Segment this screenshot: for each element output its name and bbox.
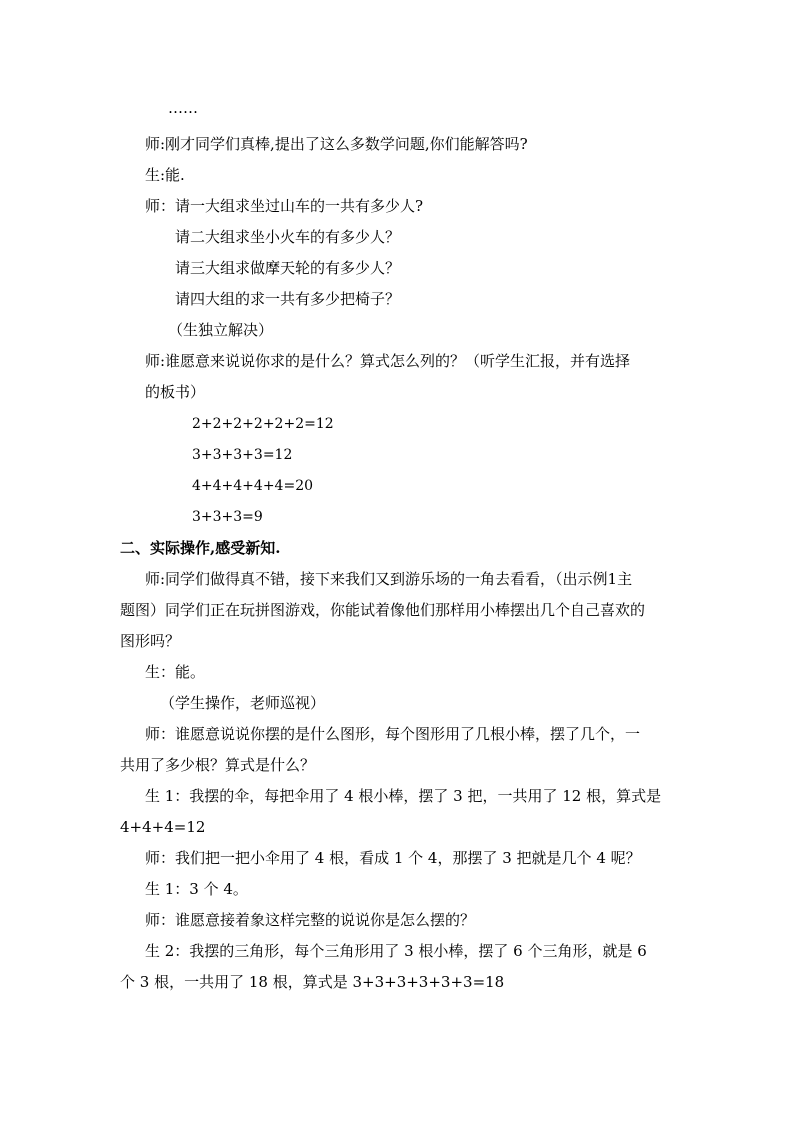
- text-line: 生 2：我摆的三角形，每个三角形用了 3 根小棒，摆了 6 个三角形，就是 6: [145, 942, 647, 960]
- text-line: 师：我们把一把小伞用了 4 根，看成 1 个 4，那摆了 3 把就是几个 4 呢？: [145, 849, 641, 867]
- text-line: 生 1：3 个 4。: [145, 880, 248, 898]
- text-line: 师：请一大组求坐过山车的一共有多少人?: [145, 197, 424, 215]
- equation: 2+2+2+2+2+2=12: [192, 416, 334, 432]
- text-line: 师：谁愿意说说你摆的是什么图形，每个图形用了几根小棒，摆了几个，一: [145, 725, 641, 743]
- text-line: （学生操作，老师巡视）: [160, 694, 326, 712]
- equation: 3+3+3=9: [192, 509, 263, 525]
- text-line: 请二大组求坐小火车的有多少人？: [175, 228, 401, 246]
- text-line: 请三大组求做摩天轮的有多少人？: [175, 259, 401, 277]
- text-line: 的板书）: [145, 383, 206, 401]
- text-line: 师:谁愿意来说说你求的是什么？算式怎么列的？（听学生汇报，并有选择: [145, 352, 631, 370]
- text-line: 生：能。: [145, 663, 206, 681]
- text-line: 共用了多少根？算式是什么？: [120, 756, 316, 774]
- text-line: 图形吗？: [120, 632, 181, 650]
- text-line: 生:能.: [145, 166, 185, 184]
- text-line: 师:同学们做得真不错，接下来我们又到游乐场的一角去看看，（出示例1主: [145, 570, 633, 588]
- equation: 4+4+4+4+4=20: [192, 478, 314, 494]
- text-line: 个 3 根，一共用了 18 根，算式是 3+3+3+3+3+3=18: [120, 973, 505, 991]
- text-line: 4+4+4=12: [120, 818, 206, 836]
- text-line: 师:刚才同学们真棒,提出了这么多数学问题,你们能解答吗?: [145, 135, 528, 153]
- text-line: 生 1：我摆的伞，每把伞用了 4 根小棒，摆了 3 把，一共用了 12 根，算式是: [145, 787, 662, 805]
- text-line: 请四大组的求一共有多少把椅子？: [175, 290, 401, 308]
- section-heading: 二、实际操作,感受新知.: [120, 539, 281, 557]
- text-line: 师：谁愿意接着象这样完整的说说你是怎么摆的？: [145, 911, 476, 929]
- text-line: （生独立解决）: [168, 321, 274, 339]
- equation: 3+3+3+3=12: [192, 447, 293, 463]
- text-line: 题图）同学们正在玩拼图游戏，你能试着像他们那样用小棒摆出几个自己喜欢的: [120, 601, 646, 619]
- ellipsis: ……: [168, 99, 198, 117]
